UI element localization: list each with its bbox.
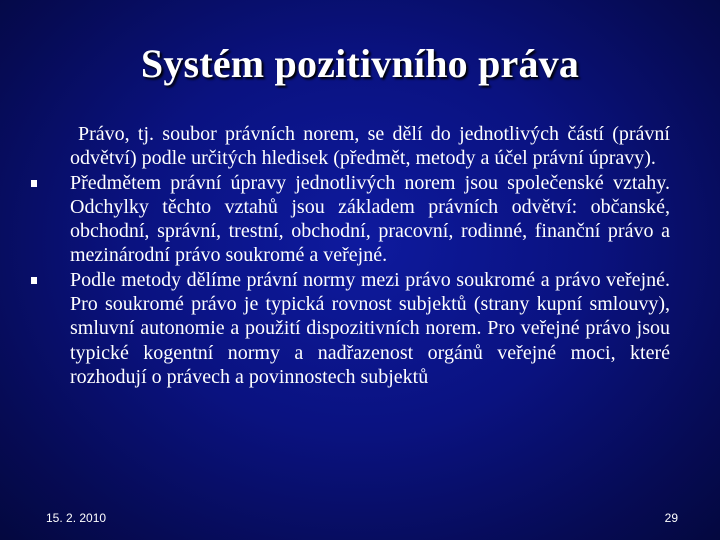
square-bullet-icon	[31, 180, 37, 187]
square-bullet-icon	[31, 277, 37, 284]
bullet-item-method	[30, 268, 670, 389]
paragraph-text: Právo, tj. soubor právních norem, se dělí do jednotlivých částí (právní odvětví) podle určitých hledisek (předmět, metody a účel právní úpravy).	[70, 123, 670, 170]
bullet-text: Podle metody dělíme právní normy mezi právo soukromé a právo veřejné. Pro soukromé právo je typická rovnost subjektů (strany kupní smlouvy), smluvní autonomie a použití dispozitivních norem. Pro veřejné právo jsou typické kogentní normy a nadřazenost orgánů veřejné moci, které rozhodují o právech a povinnostech subjektů	[70, 268, 670, 388]
bullet-text: Předmětem právní úpravy jednotlivých norem jsou společenské vztahy. Odchylky těchto vztahů jsou základem právních odvětví: občanské, obchodní, správní, trestní, obchodní, pracovní, rodinné, finanční právo a mezinárodní právo soukromé a veřejné.	[70, 171, 670, 267]
slide-number: 29	[664, 511, 678, 525]
slide-title: Systém pozitivního práva	[140, 41, 580, 86]
slide-body	[30, 122, 670, 389]
footer-date: 15. 2. 2010	[46, 511, 107, 525]
bullet-item-subject	[30, 171, 670, 268]
paragraph-intro	[30, 122, 670, 171]
